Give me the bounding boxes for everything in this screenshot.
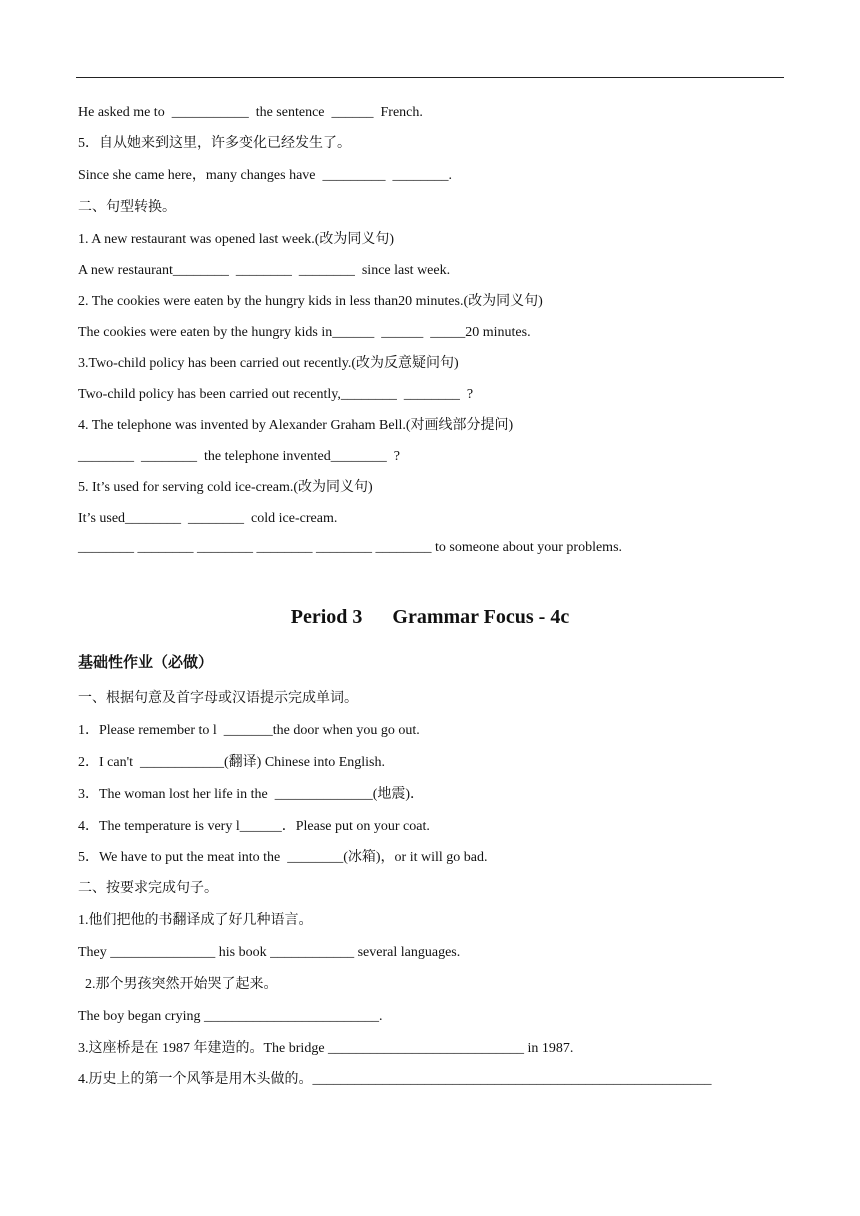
text-line: Two-child policy has been carried out recently,________ ________ ? <box>78 387 474 402</box>
text-line: 1．Please remember to l _______the door when you go out. <box>78 723 420 738</box>
text-line: He asked me to ___________ the sentence ______ French. <box>78 105 423 120</box>
homework-heading: 基础性作业（必做） <box>78 653 214 671</box>
text-line: It’s used________ ________ cold ice-cream. <box>78 511 338 526</box>
text-line: ________ ________ ________ ________ ________ ________ to someone about your problems. <box>78 540 623 555</box>
text-line: A new restaurant________ ________ ________ since last week. <box>78 263 451 278</box>
text-line: 3.Two-child policy has been carried out recently.(改为反意疑问句) <box>78 356 459 371</box>
text-line: 4. The telephone was invented by Alexander Graham Bell.(对画线部分提问) <box>78 418 514 433</box>
text-line: Since she came here，many changes have _________ ________. <box>78 168 453 183</box>
text-line: 4.历史上的第一个风筝是用木头做的。_________________________________________________________ <box>78 1072 712 1087</box>
period-title: Period 3 Grammar Focus - 4c <box>290 606 570 628</box>
text-line: 3．The woman lost her life in the ______________(地震)． <box>78 787 425 802</box>
text-line: 3.这座桥是在 1987 年建造的。The bridge ____________________________ in 1987. <box>78 1041 574 1056</box>
text-line: The cookies were eaten by the hungry kids in______ ______ _____20 minutes. <box>78 325 531 340</box>
header-rule <box>76 77 784 78</box>
text-line: ________ ________ the telephone invented________ ? <box>78 449 400 464</box>
text-line: The boy began crying _________________________. <box>78 1009 383 1024</box>
section-heading: 二、按要求完成句子。 <box>78 881 218 896</box>
text-line: 2．I can't ____________(翻译) Chinese into English. <box>78 755 385 770</box>
text-line: 4．The temperature is very l______．Please put on your coat. <box>78 819 430 834</box>
text-line: 5．We have to put the meat into the ________(冰箱)，or it will go bad. <box>78 850 488 865</box>
text-line: 1. A new restaurant was opened last week.(改为同义句) <box>78 232 395 247</box>
text-line: They _______________ his book ____________ several languages. <box>78 945 461 960</box>
text-line: 2.那个男孩突然开始哭了起来。 <box>78 977 278 992</box>
text-line: 5．自从她来到这里，许多变化已经发生了。 <box>78 136 351 151</box>
text-line: 5. It’s used for serving cold ice-cream.(改为同义句) <box>78 480 373 495</box>
text-line: 2. The cookies were eaten by the hungry kids in less than20 minutes.(改为同义句) <box>78 294 543 309</box>
section-heading: 一、根据句意及首字母或汉语提示完成单词。 <box>78 691 358 706</box>
text-line: 1.他们把他的书翻译成了好几种语言。 <box>78 913 313 928</box>
section-heading: 二、句型转换。 <box>78 200 176 215</box>
